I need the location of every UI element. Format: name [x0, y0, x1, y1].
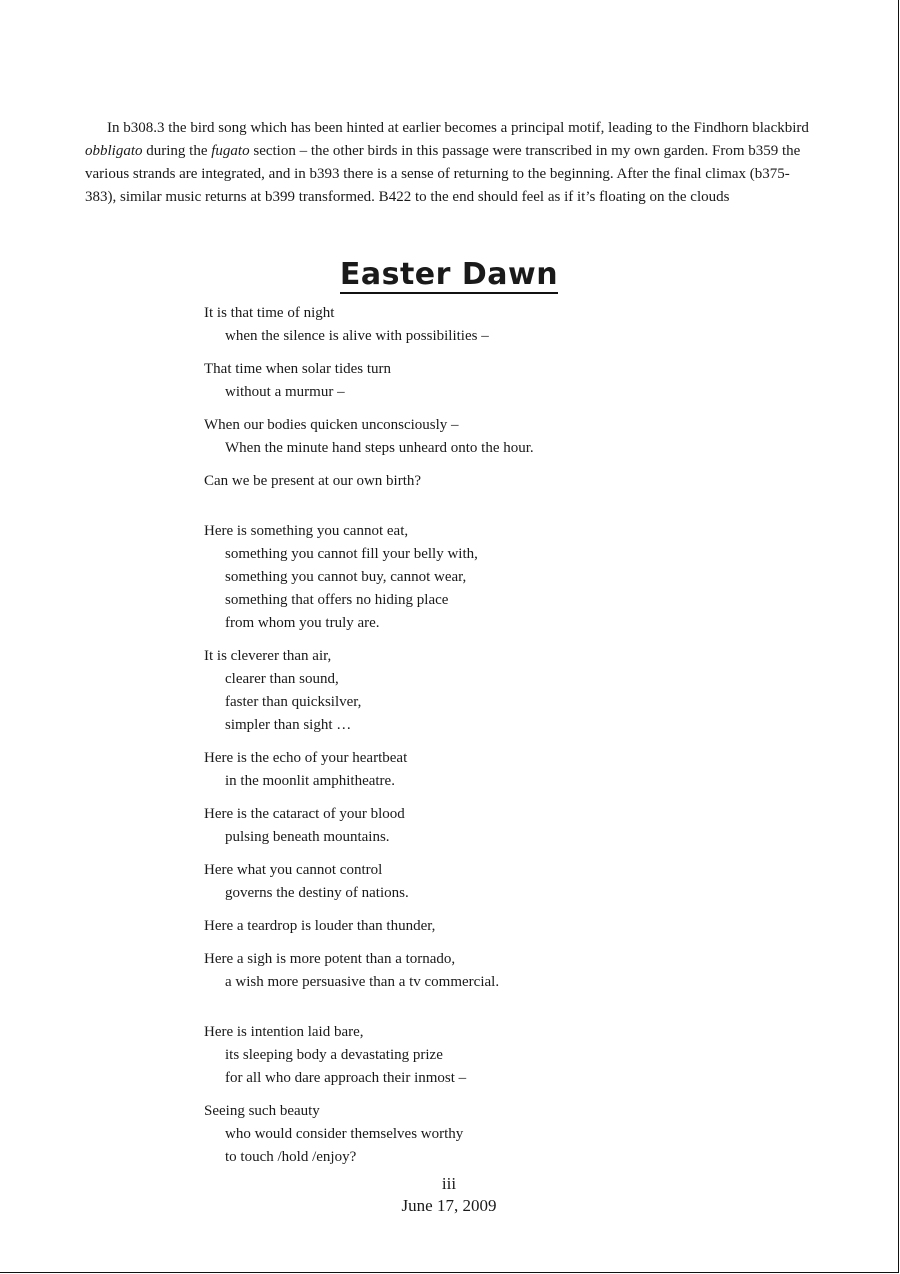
poem-line: faster than quicksilver, [225, 694, 362, 710]
poem-stanza [204, 358, 764, 404]
poem-line: That time when solar tides turn [204, 361, 392, 377]
poem-line: Seeing such beauty [204, 1103, 320, 1119]
poem-line: Here is intention laid bare, [204, 1024, 364, 1040]
poem-title-block [0, 255, 898, 294]
poem-line: a wish more persuasive than a tv commercial. [225, 974, 500, 990]
poem-stanza [204, 915, 764, 938]
poem-line: simpler than sight … [225, 717, 352, 733]
poem-stanza [204, 520, 764, 635]
poem-line: Here what you cannot control [204, 862, 383, 878]
poem-line: in the moonlit amphitheatre. [225, 773, 395, 789]
intro-text-2: during the [142, 143, 212, 159]
poem-body [204, 302, 764, 1179]
poem-stanza [204, 1021, 764, 1090]
poem-line: something you cannot buy, cannot wear, [225, 569, 467, 585]
poem-line: from whom you truly are. [225, 615, 380, 631]
poem-stanza [204, 302, 764, 348]
poem-line: Here a sigh is more potent than a tornado, [204, 951, 456, 967]
poem-stanza [204, 859, 764, 905]
poem-line: without a murmur – [225, 384, 345, 400]
intro-italic-obbligato: obbligato [85, 143, 143, 159]
intro-italic-fugato: fugato [211, 143, 250, 159]
poem-line: When the minute hand steps unheard onto the hour. [225, 440, 534, 456]
intro-paragraph [85, 117, 820, 209]
poem-stanza [204, 1100, 764, 1169]
poem-line: It is cleverer than air, [204, 648, 332, 664]
intro-text-1: In b308.3 the bird song which has been hinted at earlier becomes a principal motif, leading to the Findhorn blackbird [107, 120, 809, 136]
poem-line: When our bodies quicken unconsciously – [204, 417, 459, 433]
poem-line: governs the destiny of nations. [225, 885, 409, 901]
poem-line: Here is something you cannot eat, [204, 523, 409, 539]
poem-stanza [204, 803, 764, 849]
poem-title: Easter Dawn [339, 257, 559, 292]
poem-line: to touch /hold /enjoy? [225, 1149, 357, 1165]
intro-text-3: section – the other birds in this passage were transcribed in my own garden. From b359 the various strands are integrated, and in b393 there is a sense of returning to the beginning. After the final climax (b375-383), similar music returns at b399 transformed. B422 to the end should feel as if it’s floating on the clouds [85, 143, 801, 205]
poem-stanza [204, 470, 764, 493]
poem-line: Here is the cataract of your blood [204, 806, 405, 822]
poem-line: its sleeping body a devastating prize [225, 1047, 443, 1063]
poem-line: something that offers no hiding place [225, 592, 449, 608]
page-footer [0, 1173, 898, 1217]
poem-line: when the silence is alive with possibilities – [225, 328, 489, 344]
poem-line: It is that time of night [204, 305, 335, 321]
poem-line: who would consider themselves worthy [225, 1126, 464, 1142]
poem-line: pulsing beneath mountains. [225, 829, 390, 845]
poem-stanza [204, 747, 764, 793]
poem-line: Here is the echo of your heartbeat [204, 750, 408, 766]
poem-stanza [204, 948, 764, 994]
poem-stanza [204, 645, 764, 737]
poem-line: Here a teardrop is louder than thunder, [204, 918, 436, 934]
page-number: iii [441, 1174, 457, 1193]
poem-stanza [204, 414, 764, 460]
poem-line: for all who dare approach their inmost – [225, 1070, 467, 1086]
poem-line: Can we be present at our own birth? [204, 473, 422, 489]
footer-date: June 17, 2009 [401, 1196, 497, 1215]
poem-line: something you cannot fill your belly with, [225, 546, 478, 562]
poem-line: clearer than sound, [225, 671, 339, 687]
